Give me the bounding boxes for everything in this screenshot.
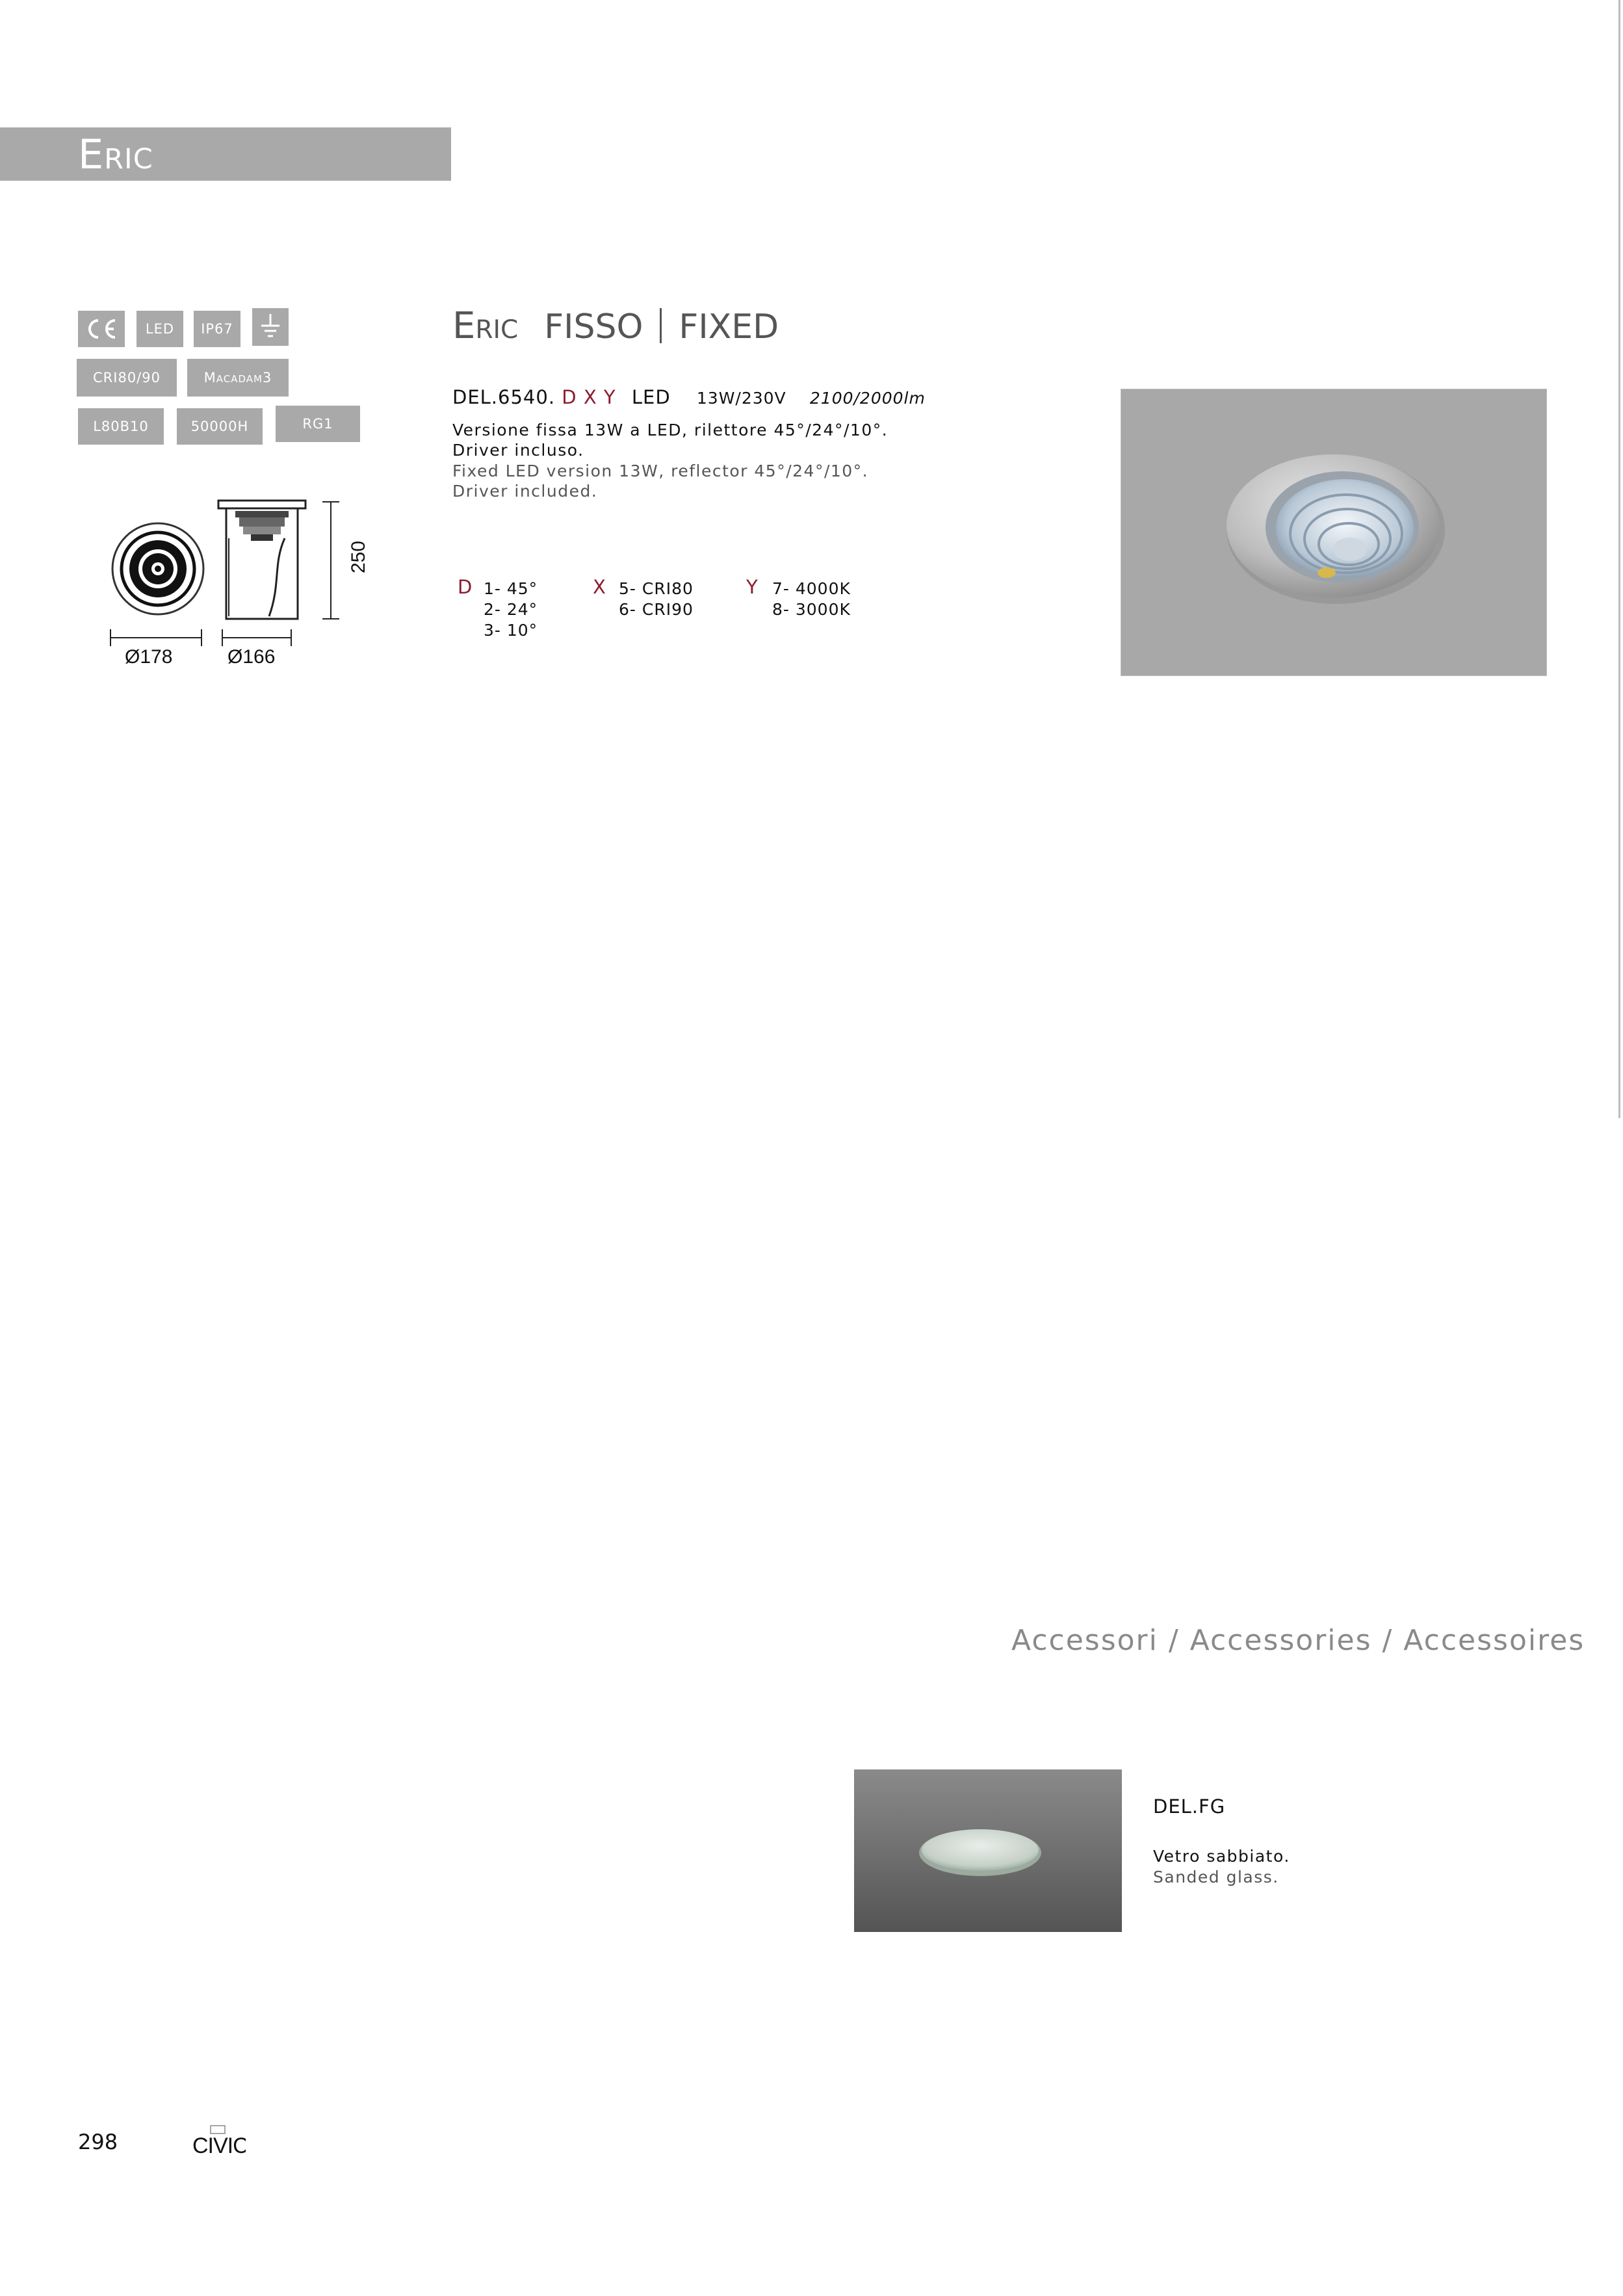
accessory-description-en: Sanded glass. [1153,1868,1279,1886]
outer-diameter-dimension [109,628,203,647]
product-title-name: Eric [452,305,519,347]
option-d-2: 2- 24° [484,600,538,619]
ce-mark-icon [78,311,125,347]
luminous-flux: 2100/2000lm [809,389,926,408]
top-view-drawing [109,520,207,618]
code-type: LED [631,386,671,408]
description-en-1: Fixed LED version 13W, reflector 45°/24°/10°. [452,462,869,480]
lifetime-badge: 50000H [177,408,263,445]
product-code-line [452,386,926,408]
l80b10-badge: L80B10 [78,408,164,445]
accessory-photo [854,1769,1122,1932]
page-edge-line [1618,0,1620,1118]
rg1-badge: RG1 [276,406,360,442]
side-view-drawing [213,499,311,621]
option-d-1: 1- 45° [484,579,538,598]
cri-badge: CRI80/90 [77,359,177,397]
inner-diameter-dimension [221,628,292,647]
description-it-2: Driver incluso. [452,441,584,460]
page-number: 298 [78,2130,118,2154]
macadam-badge: Macadam3 [187,359,289,397]
header-bar [0,127,451,181]
description-en-2: Driver included. [452,482,598,501]
option-y-2: 8- 3000K [772,600,851,619]
description-it-1: Versione fissa 13W a LED, rilettore 45°/24°/10°. [452,421,889,439]
accessories-heading: Accessori / Accessories / Accessoires [1011,1624,1585,1657]
product-photo [1121,389,1547,676]
option-x-2: 6- CRI90 [619,600,694,619]
option-d-key: D [458,576,473,598]
power-rating: 13W/230V [696,389,786,408]
civic-logo [191,2124,246,2161]
option-x-key: X [593,576,606,598]
code-variables: D X Y [562,386,616,408]
ground-symbol-icon [252,308,289,346]
title-separator [660,308,662,343]
option-d-3: 3- 10° [484,621,538,640]
product-title-it: FISSO [544,307,643,346]
option-x-1: 5- CRI80 [619,579,694,598]
ip67-badge: IP67 [194,311,240,347]
product-title-en: FIXED [679,307,779,346]
height-label: 250 [348,540,369,574]
code-prefix: DEL.6540. [452,386,556,408]
option-y-1: 7- 4000K [772,579,851,598]
option-y-key: Y [746,576,758,598]
product-title [452,300,779,353]
accessory-code: DEL.FG [1153,1795,1226,1818]
page-title: Eric [78,131,153,178]
inner-diameter-label: Ø166 [227,646,276,668]
svg-text:CIVIC: CIVIC [192,2133,246,2158]
outer-diameter-label: Ø178 [125,646,173,668]
accessory-description-it: Vetro sabbiato. [1153,1847,1290,1866]
led-badge: LED [136,311,183,347]
height-dimension [321,501,341,620]
